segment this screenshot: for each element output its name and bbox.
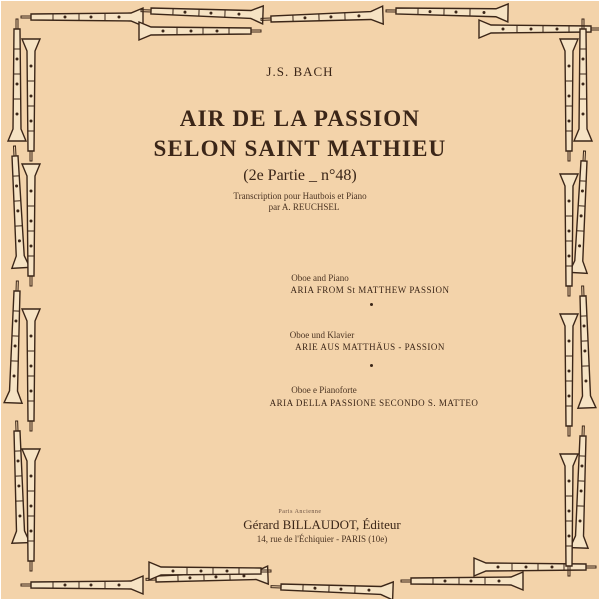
edition-label-english: Oboe and Piano [291,273,349,283]
edition-title-italian: ARIA DELLA PASSIONE SECONDO S. MATTEO [269,398,479,408]
left-border [4,19,40,571]
bottom-border [21,558,596,599]
edition-title-english: ARIA FROM St MATTHEW PASSION [290,285,450,295]
transcription-line-1: Transcription pour Hautbois et Piano [233,191,367,201]
edition-label-german: Oboe und Klavier [289,330,355,340]
publisher-address: 14, rue de l'Échiquier - PARIS (10e) [256,534,388,544]
publisher-caption: Paris Ancienne [278,509,322,515]
publisher-name: Gérard BILLAUDOT, Éditeur [243,517,401,532]
top-border [21,2,599,40]
part-number: (2e Partie _ n°48) [243,167,357,184]
composer-name: J.S. BACH [266,64,334,79]
title-line-1: AIR DE LA PASSION [179,106,421,131]
right-border [560,19,596,576]
transcription-line-2: par A. REUCHSEL [268,202,340,212]
edition-title-german: ARIE AUS MATTHÄUS - PASSION [295,342,445,352]
title-line-2: SELON SAINT MATHIEU [153,136,447,161]
sheet-music-cover [1,1,599,599]
edition-label-italian: Oboe e Pianoforte [291,385,357,395]
separator-dot [370,303,373,306]
separator-dot [370,364,373,367]
